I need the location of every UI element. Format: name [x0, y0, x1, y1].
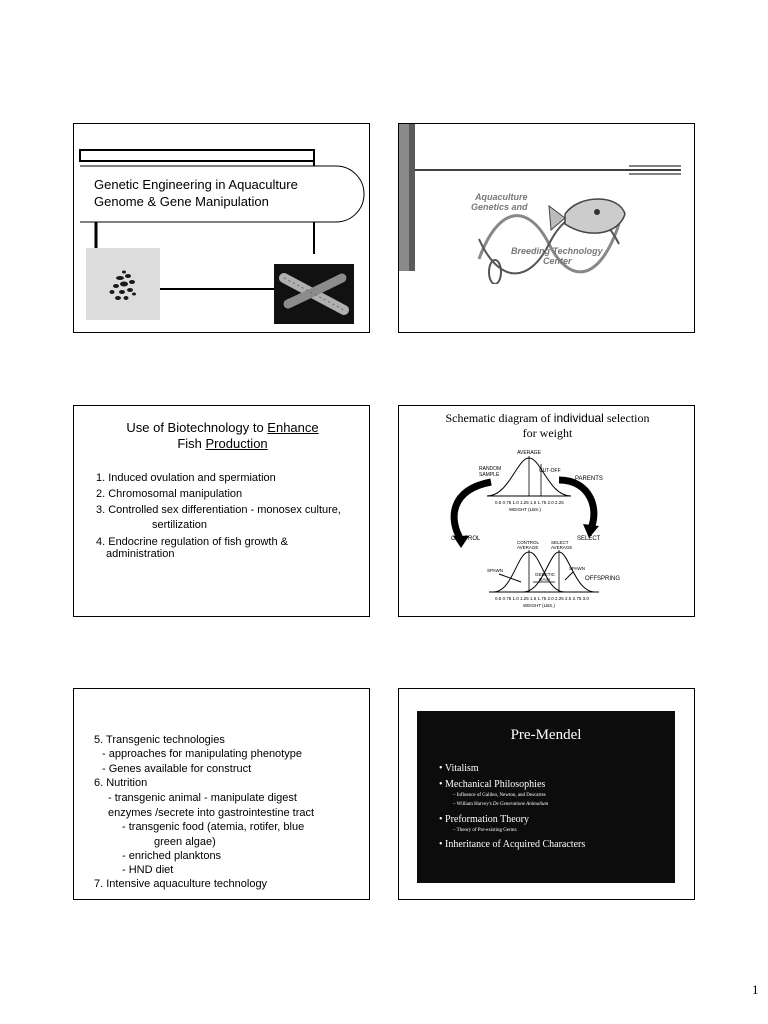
axis-top-ticks: 0.5 0.75 1.0 1.25 1.5 1.75 2.0 2.25 [495, 500, 564, 505]
slide-4-title [399, 411, 695, 441]
label-control-average: CONTROL [517, 540, 540, 545]
slide-4 [398, 405, 695, 617]
slide-4-title-line2: for weight [522, 426, 573, 440]
chromosome-spread-image [86, 248, 160, 320]
slide-6 [398, 688, 695, 900]
list-item: - approaches for manipulating phenotype [102, 748, 302, 760]
list-item: administration [106, 548, 175, 560]
label-random: RANDOM [479, 466, 502, 472]
list-item: 3. Controlled sex differentiation - monosex culture, [96, 504, 341, 516]
bullet-item: • Preformation Theory [439, 814, 529, 825]
slide-5 [73, 688, 370, 900]
list-item: 2. Chromosomal manipulation [96, 488, 243, 500]
bullet-item: • Vitalism [439, 763, 479, 774]
slide-4-title-individual: individual [553, 411, 604, 425]
label-select: SELECT [577, 536, 601, 542]
label-select-average2: AVERAGE [551, 545, 573, 550]
label-genetic: GENETIC [535, 572, 556, 577]
sub-bullet-harvey-title: De Generatione Animalium [492, 802, 549, 807]
sub-bullet-item: – Theory of Pre-existing Germs [453, 828, 517, 833]
label-control: CONTROL [451, 536, 481, 542]
list-item: - HND diet [122, 864, 174, 876]
list-item: 5. Transgenic technologies [94, 734, 225, 746]
list-item: - transgenic animal - manipulate digest [108, 792, 297, 804]
axis-bottom-ticks: 0.5 0.75 1.0 1.25 1.5 1.75 2.0 2.25 2.5 2.75 3.0 [495, 596, 589, 601]
list-item: 4. Endocrine regulation of fish growth & [96, 536, 289, 548]
list-item: 6. Nutrition [94, 777, 148, 789]
list-item: sertilization [152, 519, 208, 531]
list-item: green algae) [154, 836, 216, 848]
label-spawn-right: SPAWN [569, 566, 586, 571]
slide-3-title-part2: Fish [177, 436, 206, 451]
select-arrow [559, 480, 594, 528]
slide-3-title [74, 420, 370, 452]
label-parents: PARENTS [575, 476, 603, 482]
label-cutoff: CUT-OFF [539, 468, 561, 474]
label-gain: GAIN [539, 577, 551, 582]
logo-text-genetics: Genetics and [471, 202, 528, 212]
page-number: 1 [752, 982, 759, 997]
bullet-vitalism: Vitalism [444, 763, 479, 774]
bullet-item: • Mechanical Philosophies [439, 779, 546, 790]
slide-3-title-production: Production [205, 436, 268, 451]
bullet-mechanical: Mechanical Philosophies [445, 779, 546, 790]
axis-bottom-label: WEIGHT (LBS.) [523, 603, 555, 608]
list-item: - transgenic food (atemia, rotifer, blue [122, 821, 305, 833]
slide-4-title-part3: selection [603, 411, 650, 425]
list-item: 7. Intensive aquaculture technology [94, 878, 268, 890]
label-select-average: SELECT [551, 540, 569, 545]
bullet-preformation: Preformation Theory [445, 814, 529, 825]
selection-diagram [399, 450, 695, 617]
sub-bullet-item: – William Harvey's De Generatione Animalium [453, 802, 549, 807]
slide-1 [73, 123, 370, 333]
list-item: - enriched planktons [122, 850, 222, 862]
control-arrow [454, 482, 491, 540]
list-item: - Genes available for construct [102, 763, 252, 775]
axis-top-label: WEIGHT (LBS.) [509, 507, 541, 512]
slide-1-title-line2: Genome & Gene Manipulation [94, 194, 269, 209]
label-control-average2: AVERAGE [517, 545, 539, 550]
sub-bullet-harvey: William Harvey's [456, 802, 493, 807]
logo-text-aquaculture: Aquaculture [475, 192, 528, 202]
sub-bullet-galileo: Influence of Galileo, Newton, and Descartes [456, 793, 546, 798]
slide-3 [73, 405, 370, 617]
label-sample: SAMPLE [479, 472, 500, 478]
label-average: AVERAGE [517, 450, 541, 456]
logo-text-center: Center [543, 256, 572, 266]
slide-4-title-part1: Schematic diagram of [445, 411, 554, 425]
sub-bullet-germs: Theory of Pre-existing Germs [456, 828, 517, 833]
slide-3-title-enhance: Enhance [267, 420, 319, 435]
pre-mendel-slide-image [417, 711, 675, 883]
bullet-inheritance: Inheritance of Acquired Characters [445, 839, 586, 850]
list-item: enzymes /secrete into gastrointestine tract [108, 807, 315, 819]
slide-3-title-part1: Use of Biotechnology to [126, 420, 268, 435]
slide-2 [398, 123, 695, 333]
bullet-item: • Inheritance of Acquired Characters [439, 839, 586, 850]
sub-bullet-item: – Influence of Galileo, Newton, and Descartes [453, 793, 546, 798]
logo-text-breeding: Breeding Technology [511, 246, 603, 256]
pre-mendel-title: Pre-Mendel [510, 727, 582, 743]
label-spawn-left: SPAWN [487, 568, 504, 573]
label-offspring: OFFSPRING [585, 576, 621, 582]
chromosome-image [274, 264, 354, 324]
slide-1-title-line1: Genetic Engineering in Aquaculture [94, 177, 298, 192]
list-item: 1. Induced ovulation and spermiation [96, 472, 276, 484]
